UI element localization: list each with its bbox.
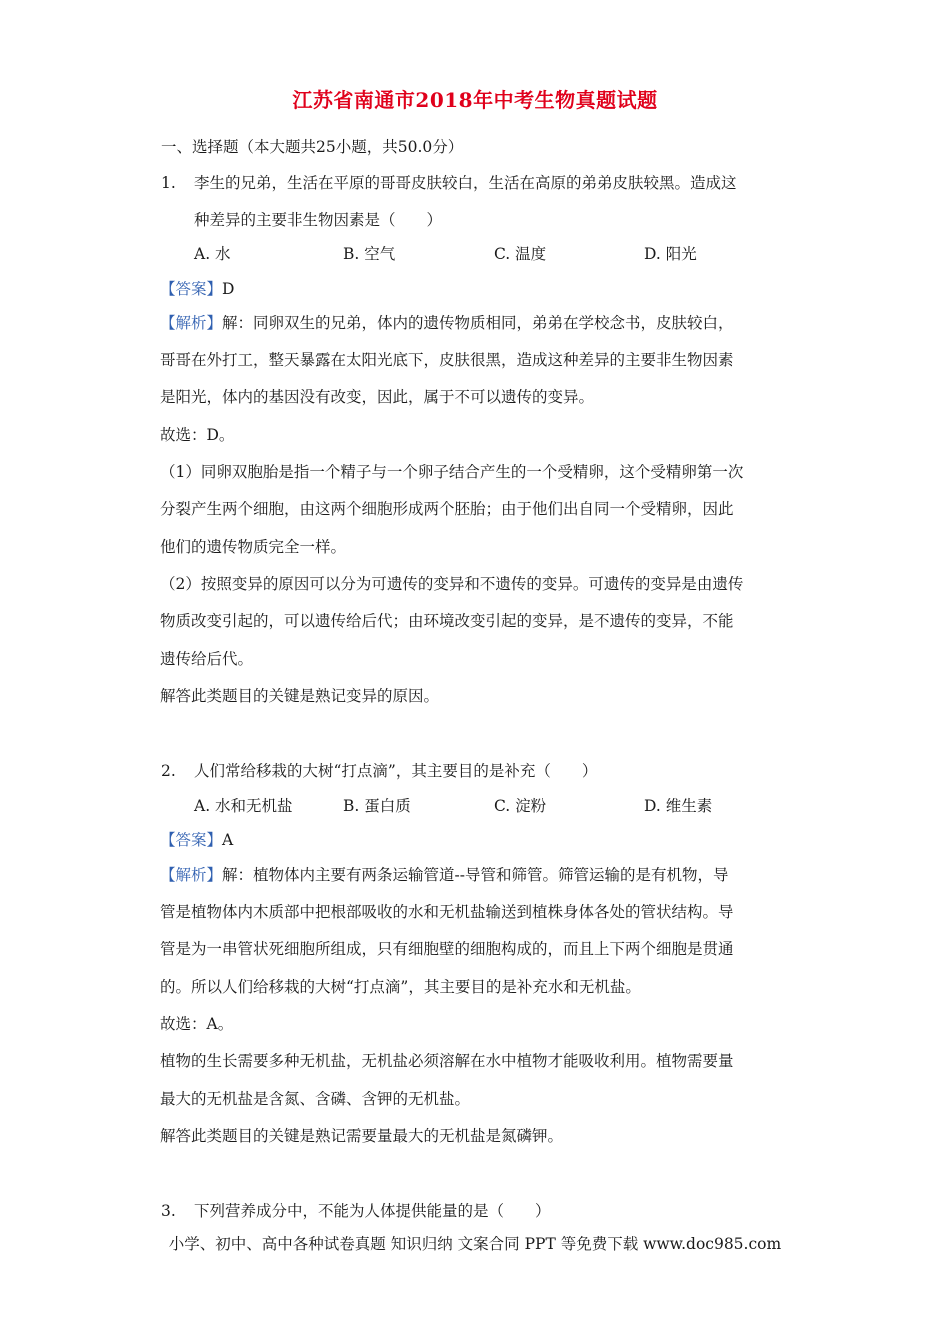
q2-analysis-line-8: 解答此类题目的关键是熟记需要量最大的无机盐是氮磷钾。 bbox=[160, 1127, 564, 1145]
q1-analysis-line-2: 哥哥在外打工，整天暴露在太阳光底下，皮肤很黑，造成这种差异的主要非生物因素 bbox=[160, 351, 734, 369]
q1-answer-line bbox=[160, 279, 234, 299]
q2-stem-line-1: 人们常给移栽的大树“打点滴”，其主要目的是补充（ ） bbox=[194, 762, 598, 780]
q1-stem-line-2: 种差异的主要非生物因素是（ ） bbox=[194, 211, 443, 229]
answer-tag: 【答案】 bbox=[160, 280, 223, 298]
q1-analysis-line-10: 遗传给后代。 bbox=[160, 650, 254, 668]
analysis-tag: 【解析】 bbox=[160, 866, 223, 884]
q2-option-d: D. 维生素 bbox=[644, 797, 713, 815]
q2-analysis-line-1: 【解析】解：植物体内主要有两条运输管道--导管和筛管。筛管运输的是有机物，导 bbox=[160, 866, 729, 884]
q2-analysis-line-2: 管是植物体内木质部中把根部吸收的水和无机盐输送到植株身体各处的管状结构。导 bbox=[160, 903, 734, 921]
q1-analysis-line-6: 分裂产生两个细胞，由这两个细胞形成两个胚胎；由于他们出自同一个受精卵，因此 bbox=[160, 500, 734, 518]
q2-number: 2. bbox=[161, 762, 176, 780]
q1-option-d: D. 阳光 bbox=[644, 245, 697, 263]
q1-analysis-line-4: 故选：D。 bbox=[160, 426, 235, 444]
page-title: 江苏省南通市2018年中考生物真题试题 bbox=[292, 88, 658, 112]
footer-banner: 小学、初中、高中各种试卷真题 知识归纳 文案合同 PPT 等免费下载 www.doc985.com bbox=[168, 1235, 782, 1253]
q1-answer: D bbox=[222, 280, 235, 298]
q1-stem-line-1: 李生的兄弟，生活在平原的哥哥皮肤较白，生活在高原的弟弟皮肤较黑。造成这 bbox=[194, 174, 737, 192]
q1-number: 1. bbox=[161, 174, 176, 192]
q1-analysis-line-1: 【解析】解：同卵双生的兄弟，体内的遗传物质相同，弟弟在学校念书，皮肤较白， bbox=[160, 314, 734, 332]
q2-analysis-line-6: 植物的生长需要多种无机盐，无机盐必须溶解在水中植物才能吸收利用。植物需要量 bbox=[160, 1052, 734, 1070]
answer-tag: 【答案】 bbox=[160, 831, 223, 849]
q2-analysis-line-7: 最大的无机盐是含氮、含磷、含钾的无机盐。 bbox=[160, 1090, 471, 1108]
q2-answer-line bbox=[160, 830, 233, 850]
q1-analysis-line-7: 他们的遗传物质完全一样。 bbox=[160, 538, 347, 556]
q2-option-b: B. 蛋白质 bbox=[343, 797, 411, 815]
q1-analysis-line-8: （2）按照变异的原因可以分为可遗传的变异和不遗传的变异。可遗传的变异是由遗传 bbox=[160, 575, 744, 593]
q2-option-a: A. 水和无机盐 bbox=[194, 797, 293, 815]
q2-answer: A bbox=[222, 831, 234, 849]
analysis-tag: 【解析】 bbox=[160, 314, 223, 332]
section-heading: 一、选择题（本大题共25小题，共50.0分） bbox=[161, 138, 464, 156]
q1-analysis-line-3: 是阳光，体内的基因没有改变，因此，属于不可以遗传的变异。 bbox=[160, 388, 595, 406]
q1-option-c: C. 温度 bbox=[494, 245, 547, 263]
q3-number: 3. bbox=[161, 1202, 176, 1220]
q1-option-a: A. 水 bbox=[194, 245, 231, 263]
q2-analysis-line-4: 的。所以人们给移栽的大树“打点滴”，其主要目的是补充水和无机盐。 bbox=[160, 978, 641, 996]
q2-option-c: C. 淀粉 bbox=[494, 797, 547, 815]
q2-analysis-line-5: 故选：A。 bbox=[160, 1015, 234, 1033]
q1-analysis-line-9: 物质改变引起的，可以遗传给后代；由环境改变引起的变异，是不遗传的变异，不能 bbox=[160, 612, 734, 630]
q2-analysis-line-3: 管是为一串管状死细胞所组成，只有细胞壁的细胞构成的，而且上下两个细胞是贯通 bbox=[160, 940, 734, 958]
q3-stem-line-1: 下列营养成分中，不能为人体提供能量的是（ ） bbox=[194, 1202, 551, 1220]
q1-analysis-line-11: 解答此类题目的关键是熟记变异的原因。 bbox=[160, 687, 440, 705]
q1-option-b: B. 空气 bbox=[343, 245, 396, 263]
q1-analysis-line-5: （1）同卵双胞胎是指一个精子与一个卵子结合产生的一个受精卵，这个受精卵第一次 bbox=[160, 463, 744, 481]
